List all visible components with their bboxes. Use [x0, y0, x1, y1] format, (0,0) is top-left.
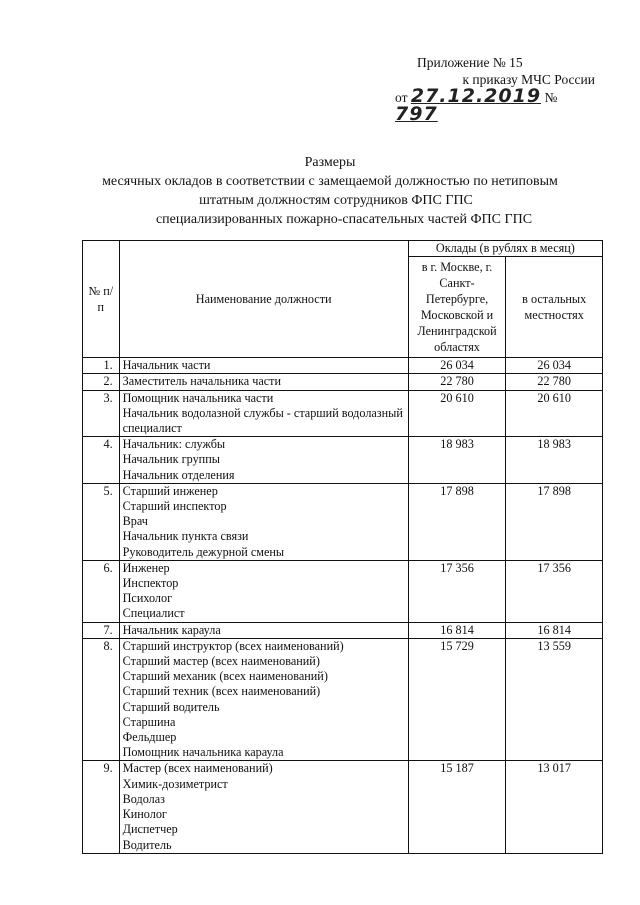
- row-number: 9.: [83, 761, 120, 853]
- table-row: [83, 761, 603, 853]
- position-cell: [119, 560, 408, 622]
- row-number: 7.: [83, 622, 120, 638]
- appendix-header: [395, 54, 595, 124]
- position-name: Руководитель дежурной смены: [122, 544, 285, 559]
- position-name: Старший инструктор (всех наименований): [122, 638, 344, 653]
- salary-other: 20 610: [506, 390, 603, 437]
- position-name: Психолог: [122, 591, 173, 606]
- position-name: Мастер (всех наименований): [122, 761, 273, 776]
- position-cell: [119, 638, 408, 761]
- position-name: Специалист: [122, 606, 185, 621]
- table-header-row: [83, 241, 603, 257]
- position-name: Помощник начальника караула: [122, 745, 284, 760]
- position-name: Химик-дозиметрист: [122, 776, 228, 791]
- row-number: 5.: [83, 483, 120, 560]
- position-name: Инженер: [122, 560, 170, 575]
- handwritten-number: 797: [395, 103, 438, 125]
- handwritten-date: 27.12.2019: [410, 85, 542, 107]
- salary-other: 13 017: [506, 761, 603, 853]
- table-row: [83, 483, 603, 560]
- salary-other: 18 983: [506, 437, 603, 484]
- table-row: [83, 638, 603, 761]
- row-number: 4.: [83, 437, 120, 484]
- position-name: Водитель: [122, 837, 172, 852]
- position-cell: [119, 761, 408, 853]
- document-title: [60, 153, 600, 229]
- position-name: Начальник: службы: [122, 437, 226, 452]
- position-name: Старший водитель: [122, 699, 220, 714]
- appendix-date-line: [395, 85, 595, 125]
- position-cell: [119, 374, 408, 390]
- position-name: Начальник части: [122, 358, 211, 373]
- salary-moscow: 22 780: [408, 374, 506, 390]
- header-num: № п/п: [83, 241, 120, 358]
- appendix-number: Приложение № 15: [417, 55, 523, 70]
- header-moscow: в г. Москве, г. Санкт-Петербурге, Московской и Ленинградской областях: [408, 257, 506, 358]
- position-name: Заместитель начальника части: [122, 374, 282, 389]
- salary-other: 13 559: [506, 638, 603, 761]
- header-salaries: Оклады (в рублях в месяц): [408, 241, 602, 257]
- date-prefix: от: [395, 90, 408, 105]
- table-row: [83, 437, 603, 484]
- salary-moscow: 17 356: [408, 560, 506, 622]
- title-line-3: штатным должностям сотрудников ФПС ГПС: [199, 193, 473, 208]
- salary-other: 16 814: [506, 622, 603, 638]
- row-number: 6.: [83, 560, 120, 622]
- position-name: Старший механик (всех наименований): [122, 669, 328, 684]
- position-name: Помощник начальника части: [122, 390, 274, 405]
- position-name: Врач: [122, 514, 148, 529]
- position-name: Старший техник (всех наименований): [122, 684, 321, 699]
- position-name: Старшина: [122, 714, 176, 729]
- appendix-order: к приказу МЧС России: [462, 72, 595, 87]
- row-number: 2.: [83, 374, 120, 390]
- position-name: Начальник отделения: [122, 467, 235, 482]
- position-name: Начальник караула: [122, 622, 221, 637]
- position-cell: [119, 358, 408, 374]
- number-prefix: №: [544, 90, 558, 105]
- salary-moscow: 17 898: [408, 483, 506, 560]
- position-cell: [119, 390, 408, 437]
- salary-moscow: 26 034: [408, 358, 506, 374]
- position-name: Водолаз: [122, 791, 165, 806]
- row-number: 1.: [83, 358, 120, 374]
- position-cell: [119, 622, 408, 638]
- salary-other: 17 898: [506, 483, 603, 560]
- position-name: Фельдшер: [122, 730, 177, 745]
- row-number: 3.: [83, 390, 120, 437]
- title-line-4: специализированных пожарно-спасательных частей ФПС ГПС: [155, 212, 533, 227]
- position-cell: [119, 483, 408, 560]
- table-row: [83, 390, 603, 437]
- salary-moscow: 15 729: [408, 638, 506, 761]
- position-name: Начальник водолазной службы - старший водолазный специалист: [122, 405, 403, 436]
- table-body: [83, 358, 603, 854]
- table-row: [83, 374, 603, 390]
- position-cell: [119, 437, 408, 484]
- salary-moscow: 15 187: [408, 761, 506, 853]
- table-row: [83, 560, 603, 622]
- table-row: [83, 622, 603, 638]
- position-name: Начальник пункта связи: [122, 529, 249, 544]
- salary-moscow: 16 814: [408, 622, 506, 638]
- position-name: Кинолог: [122, 807, 167, 822]
- position-name: Старший инженер: [122, 483, 218, 498]
- header-position: Наименование должности: [119, 241, 408, 358]
- salary-other: 26 034: [506, 358, 603, 374]
- position-name: Инспектор: [122, 576, 179, 591]
- salary-moscow: 20 610: [408, 390, 506, 437]
- position-name: Начальник группы: [122, 452, 220, 467]
- title-line-1: Размеры: [304, 155, 356, 170]
- table-row: [83, 358, 603, 374]
- salary-other: 17 356: [506, 560, 603, 622]
- row-number: 8.: [83, 638, 120, 761]
- salary-table: [82, 240, 603, 854]
- title-line-2: месячных окладов в соответствии с замещаемой должностью по нетиповым: [102, 174, 558, 189]
- position-name: Диспетчер: [122, 822, 178, 837]
- salary-other: 22 780: [506, 374, 603, 390]
- header-other: в остальных местностях: [506, 257, 603, 358]
- salary-moscow: 18 983: [408, 437, 506, 484]
- position-name: Старший инспектор: [122, 499, 227, 514]
- position-name: Старший мастер (всех наименований): [122, 654, 320, 669]
